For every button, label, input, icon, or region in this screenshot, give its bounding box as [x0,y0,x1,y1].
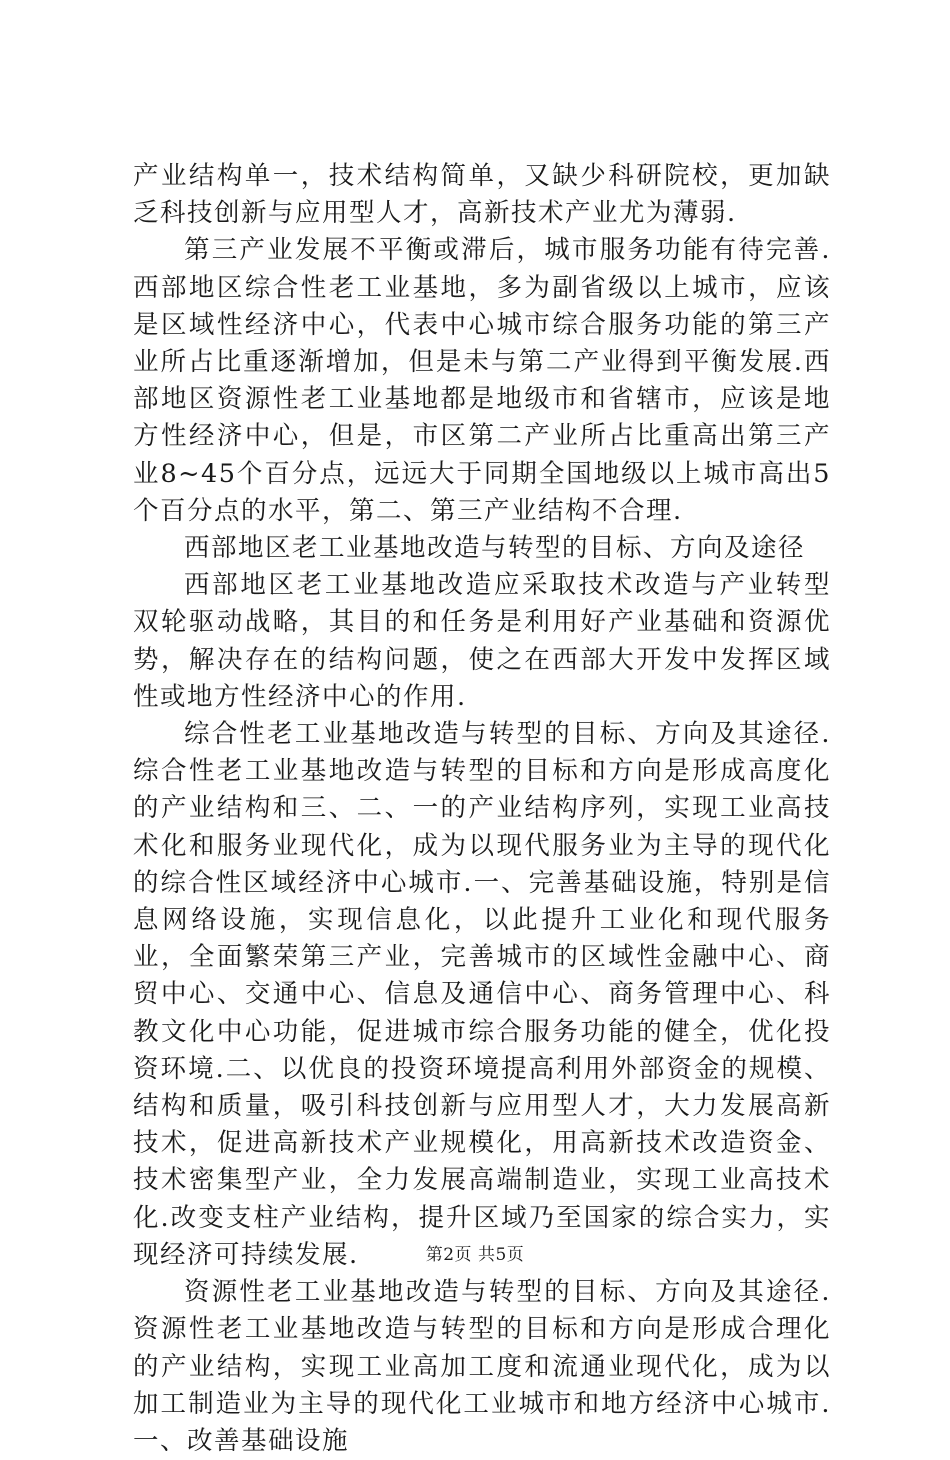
paragraph-comprehensive-base: 综合性老工业基地改造与转型的目标、方向及其途径.综合性老工业基地改造与转型的目标和方向是形成高度化的产业结构和三、二、一的产业结构序列，实现工业高技术化和服务业现代化，成为以现代服务业为主导的现代化的综合性区域经济中心城市.一、完善基础设施，特别是信息网络设施，实现信息化，以此提升工业化和现代服务业，全面繁荣第三产业，完善城市的区域性金融中心、商贸中心、交通中心、信息及通信中心、商务管理中心、科教文化中心功能，促进城市综合服务功能的健全，优化投资环境.二、以优良的投资环境提高利用外部资金的规模、结构和质量，吸引科技创新与应用型人才，大力发展高新技术，促进高新技术产业规模化，用高新技术改造资金、技术密集型产业，全力发展高端制造业，实现工业高技术化.改变支柱产业结构，提升区域乃至国家的综合实力，实现经济可持续发展. [133,719,831,1270]
section-heading: 西部地区老工业基地改造与转型的目标、方向及途径 [184,533,806,564]
page-footer: 第2页 共5页 [425,1245,525,1265]
paragraph-tertiary-industry: 第三产业发展不平衡或滞后，城市服务功能有待完善.西部地区综合性老工业基地，多为副省级以上城市，应该是区域性经济中心，代表中心城市综合服务功能的第三产业所占比重逐渐增加，但是未与第二产业得到平衡发展.西部地区资源性老工业基地都是地级市和省辖市，应该是地方性经济中心，但是，市区第二产业所占比重高出第三产业8~45个百分点，远远大于同期全国地级以上城市高出5个百分点的水平，第二、第三产业结构不合理. [133,235,831,526]
paragraph-resource-base: 资源性老工业基地改造与转型的目标、方向及其途径.资源性老工业基地改造与转型的目标和方向是形成合理化的产业结构，实现工业高加工度和流通业现代化，成为以加工制造业为主导的现代化工业城市和地方经济中心城市.一、改善基础设施 [133,1277,831,1456]
paragraph-strategy: 西部地区老工业基地改造应采取技术改造与产业转型双轮驱动战略，其目的和任务是利用好产业基础和资源优势，解决存在的结构问题，使之在西部大开发中发挥区域性或地方性经济中心的作用. [133,570,831,712]
paragraph-continued: 产业结构单一，技术结构简单，又缺少科研院校，更加缺乏科技创新与应用型人才，高新技术产业尤为薄弱. [133,161,831,229]
